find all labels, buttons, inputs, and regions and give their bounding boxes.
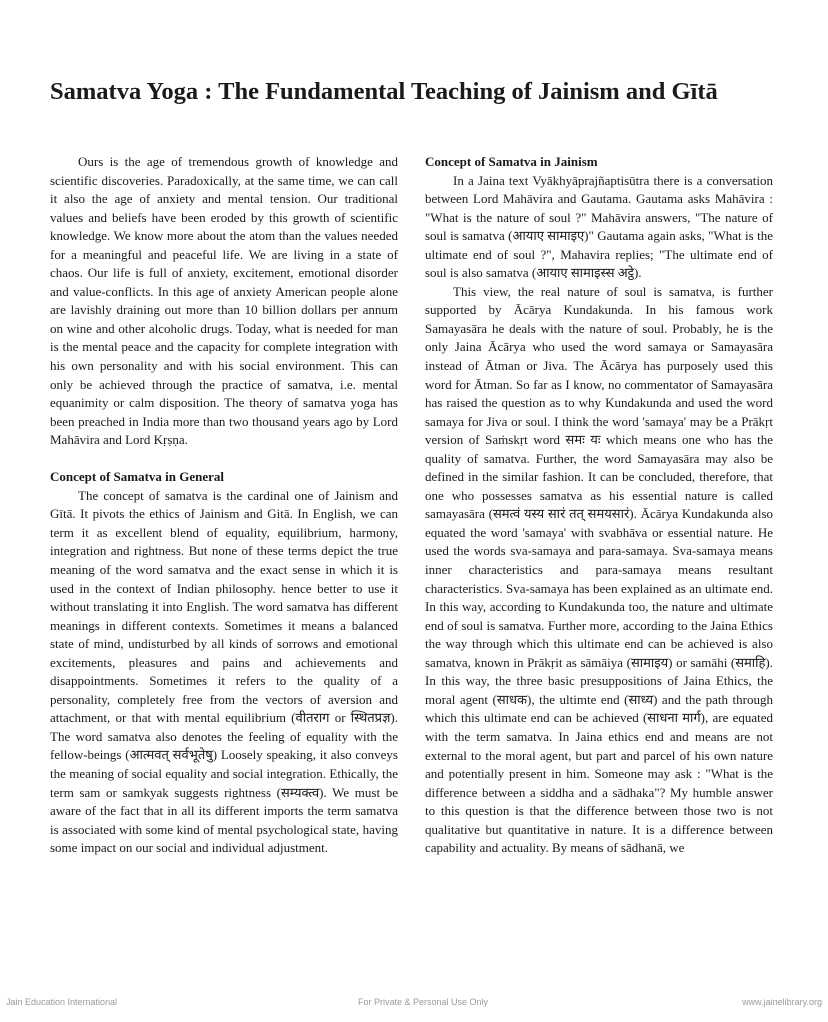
section-heading-general: Concept of Samatva in General [50, 469, 225, 485]
section-gap [50, 450, 398, 469]
general-paragraph: The concept of samatva is the cardinal one of Jainism and Gītā. It pivots the ethics of Jainism and Gitā. In English, we can term it as excellent blend of equality, equilibrium, harmony, integration and rightness. But none of these terms depict the true meaning of the word samatva and the exact sense in which it is used in the context of Indian philosophy. hence better to use it without translating it into English. The word samatva has different meanings in different contexts. Sometimes it means a balanced state of mind, undisturbed by all kinds of sorrows and emotional excitements, pleasures and pains and achievements and disappointments. Sometimes it refers to the quality of a personality, completely free from the vectors of aversion and attachment, or that with mental equilibrium (वीतराग or स्थितप्रज्ञ). The word samatva also denotes the feeling of equality with the fellow-beings (आत्मवत् सर्वभूतेषु) Loosely speaking, it also conveys the meaning of social equality and social integration. Ethically, the term sam or samkyak suggests rightness (सम्यक्त्व). We must be aware of the fact that in all its different imports the term samatva is associated with some kind of mental psychological state, having some impact on our social and individual adjustment. [50, 487, 398, 856]
footer-publisher: Jain Education International [6, 997, 118, 1007]
footer-usage-note: For Private & Personal Use Only [358, 997, 489, 1007]
intro-paragraph: Ours is the age of tremendous growth of knowledge and scientific discoveries. Paradoxically, at the same time, we can call it also the age of anxiety and mental tension. Our traditional values and beliefs have been eroded by this growth of scientific knowledge. We know more about the atom than the values needed for a meaningful and peaceful life. We are living in a state of chaos. Our life is full of anxiety, excitement, emotional disorder and value-conflicts. In this age of anxiety American people alone are lavishly draining out more than 10 billion dollars per annum on wine and other alcoholic drugs. Today, what is needed for man is the mental peace and the capacity for complete integration with his own personality and with his social environment. This can only be achieved through the practice of samatva, i.e. mental equanimity or calm disposition. The theory of samatva yoga has been preached in India more than two thousand years ago by Lord Mahāvira and Lord Kṛṣṇa. [50, 154, 398, 448]
left-column [50, 153, 398, 858]
jainism-paragraph-2: This view, the real nature of soul is samatva, is further supported by Ācārya Kundakunda. In his famous work Samayasāra he deals with the nature of soul. Probably, he is the only Jaina Ācārya who used the word samaya or Samayasāra instead of Ātman or Jiva. The Ācārya has purposely used this word for Ātman. So far as I know, no commentator of Samayasāra has raised the question as to why Kundakunda and used the word samaya for Jiva or soul. I think the word 'samaya' may be a Prākṛt version of Saṁskṛt word समः यः which means one who has the quality of samatva. Further, the word Samayasāra may also be defined in the similar fashion. It can be concluded, therefore, that one who possesses samatva as his essential nature is called samayasāra (समत्वं यस्य सारं तत् समयसारं). Ācārya Kundakunda also equated the word 'samaya' with svabhāva or essential nature. He used the words sva-samaya and para-samaya. Sva-samaya means inner characteristics and para-samaya means resultant characteristics. Sva-samaya has been explained as an ultimate end. In this way, according to Kundakunda too, the nature and ultimate end of soul is samatva. Further more, according to the Jaina Ethics the way through which this ultimate end can be achieved is also samatva, known in Prākṛit as sāmāiya (सामाइय) or samāhi (समाहि). In this way, the three basic presuppositions of Jaina Ethics, the moral agent (साधक), the ultimte end (साध्य) and the path through which this ultimate end can be achieved (साधना मार्ग), are equated with the term samatva. In Jaina ethics end and means are not external to the moral agent, but part and parcel of his own nature and potentially present in him. Someone may ask : "What is the difference between a siddha and a sādhaka"? My humble answer to this question is that the difference between those two is not qualitative but quantitative in nature. It is a difference between capability and actuality. By means of sādhanā, we [425, 283, 773, 856]
footer-website[interactable]: www.jainelibrary.org [742, 997, 822, 1007]
jainism-paragraph-1: In a Jaina text Vyākhyāprajñaptisūtra there is a conversation between Lord Mahāvira and Gautama. Gautama asks Mahāvira : "What is the nature of soul ?" Mahāvira answers, "The nature of soul is samatva (आयाए सामाइए)" Gautama again asks, "What is the ultimate end of soul ?", Mahavira replies; "The ultimate end of soul is also samatva (आयाए सामाइस्स अट्ठे). [425, 172, 773, 281]
page-title: Samatva Yoga : The Fundamental Teaching of Jainism and Gītā [50, 78, 718, 105]
section-heading-jainism: Concept of Samatva in Jainism [425, 154, 598, 169]
right-column [425, 153, 773, 858]
